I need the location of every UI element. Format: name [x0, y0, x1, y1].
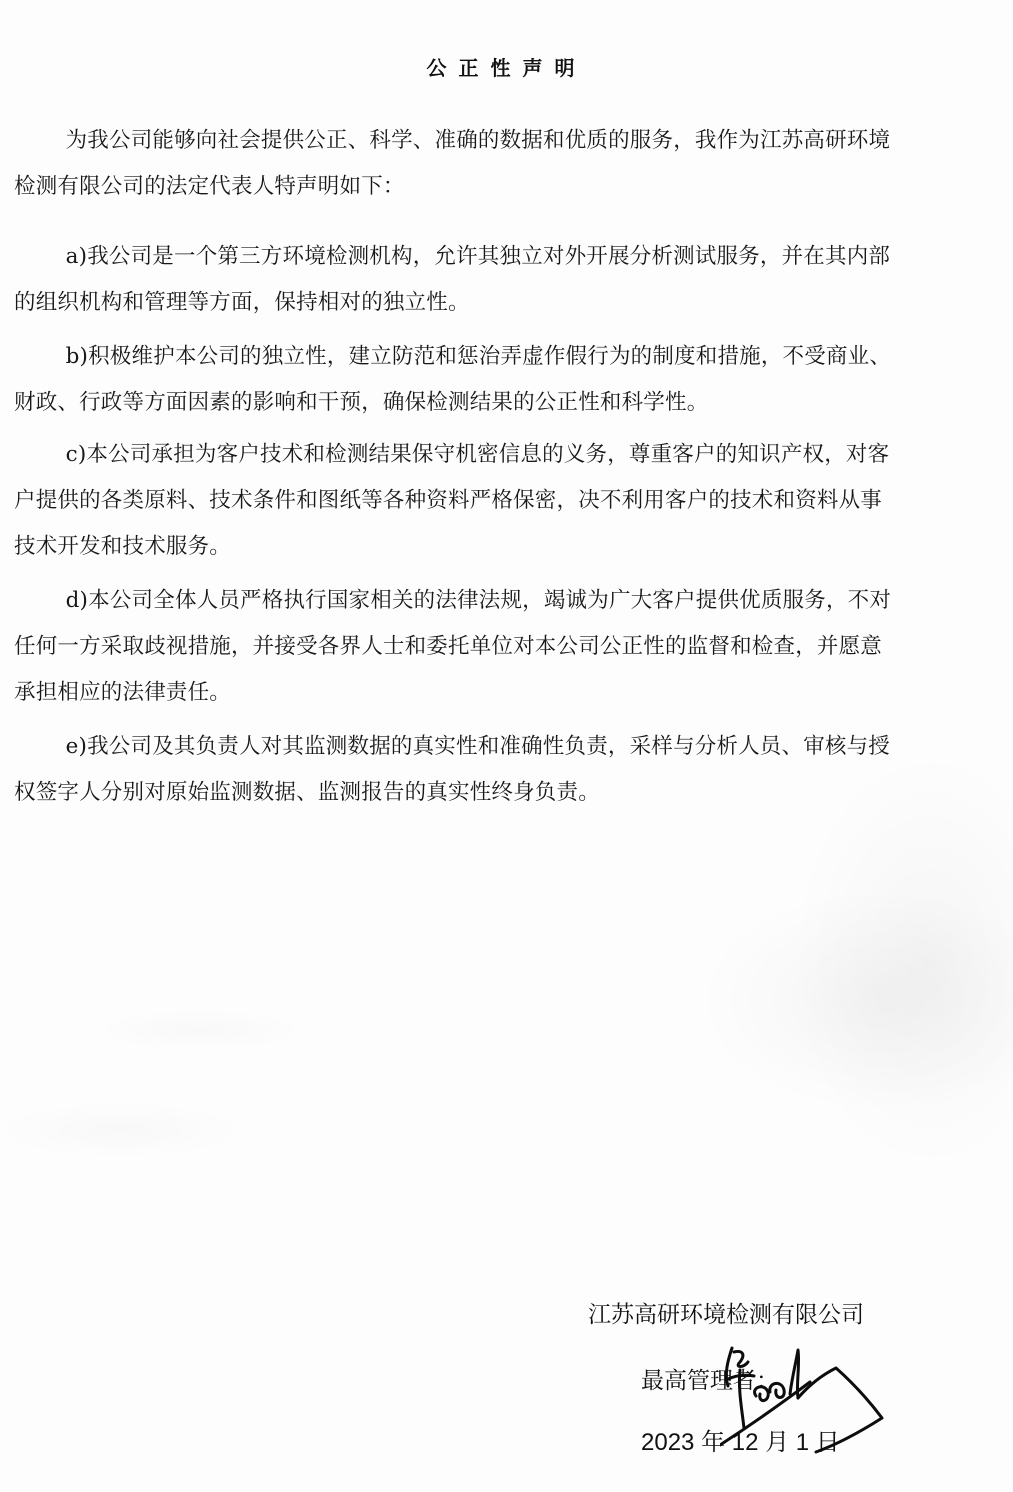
intro-line-1: 为我公司能够向社会提供公正、科学、准确的数据和优质的服务，我作为江苏高研环境	[65, 128, 891, 153]
intro-line-2: 检测有限公司的法定代表人特声明如下：	[14, 174, 405, 199]
clause-a	[14, 234, 999, 326]
clause-d-line-1: d)本公司全体人员严格执行国家相关的法律法规，竭诚为广大客户提供优质服务，不对	[65, 588, 892, 613]
manager-label: 最高管理者：	[641, 1368, 779, 1394]
clause-c-line-2: 户提供的各类原料、技术条件和图纸等各种资料严格保密，决不利用客户的技术和资料从事	[14, 488, 883, 513]
clause-d-line-3: 承担相应的法律责任。	[14, 680, 232, 705]
clause-e-line-1: e)我公司及其负责人对其监测数据的真实性和准确性负责，采样与分析人员、审核与授	[65, 734, 891, 759]
signature-date: 2023 年 12 月 1 日	[641, 1429, 840, 1456]
clause-c-line-3: 技术开发和技术服务。	[14, 534, 232, 559]
clause-b-line-1: b)积极维护本公司的独立性，建立防范和惩治弄虚作假行为的制度和措施，不受商业、	[65, 344, 892, 369]
clause-a-line-1: a)我公司是一个第三方环境检测机构，允许其独立对外开展分析测试服务，并在其内部	[65, 244, 891, 269]
clause-b	[14, 334, 999, 426]
intro-paragraph	[14, 118, 999, 210]
clause-d	[14, 578, 999, 716]
clause-e-line-2: 权签字人分别对原始监测数据、监测报告的真实性终身负责。	[14, 780, 600, 805]
clause-d-line-2: 任何一方采取歧视措施，并接受各界人士和委托单位对本公司公正性的监督和检查，并愿意	[14, 634, 883, 659]
clause-c-line-1: c)本公司承担为客户技术和检测结果保守机密信息的义务，尊重客户的知识产权，对客	[65, 442, 890, 467]
clause-a-line-2: 的组织机构和管理等方面，保持相对的独立性。	[14, 290, 470, 315]
clause-e	[14, 724, 999, 816]
clause-c	[14, 432, 999, 570]
company-name: 江苏高研环境检测有限公司	[588, 1302, 864, 1328]
handwritten-signature-icon	[720, 1340, 960, 1470]
clause-b-line-2: 财政、行政等方面因素的影响和干预，确保检测结果的公正性和科学性。	[14, 390, 709, 415]
document-title: 公正性声明	[426, 56, 587, 80]
